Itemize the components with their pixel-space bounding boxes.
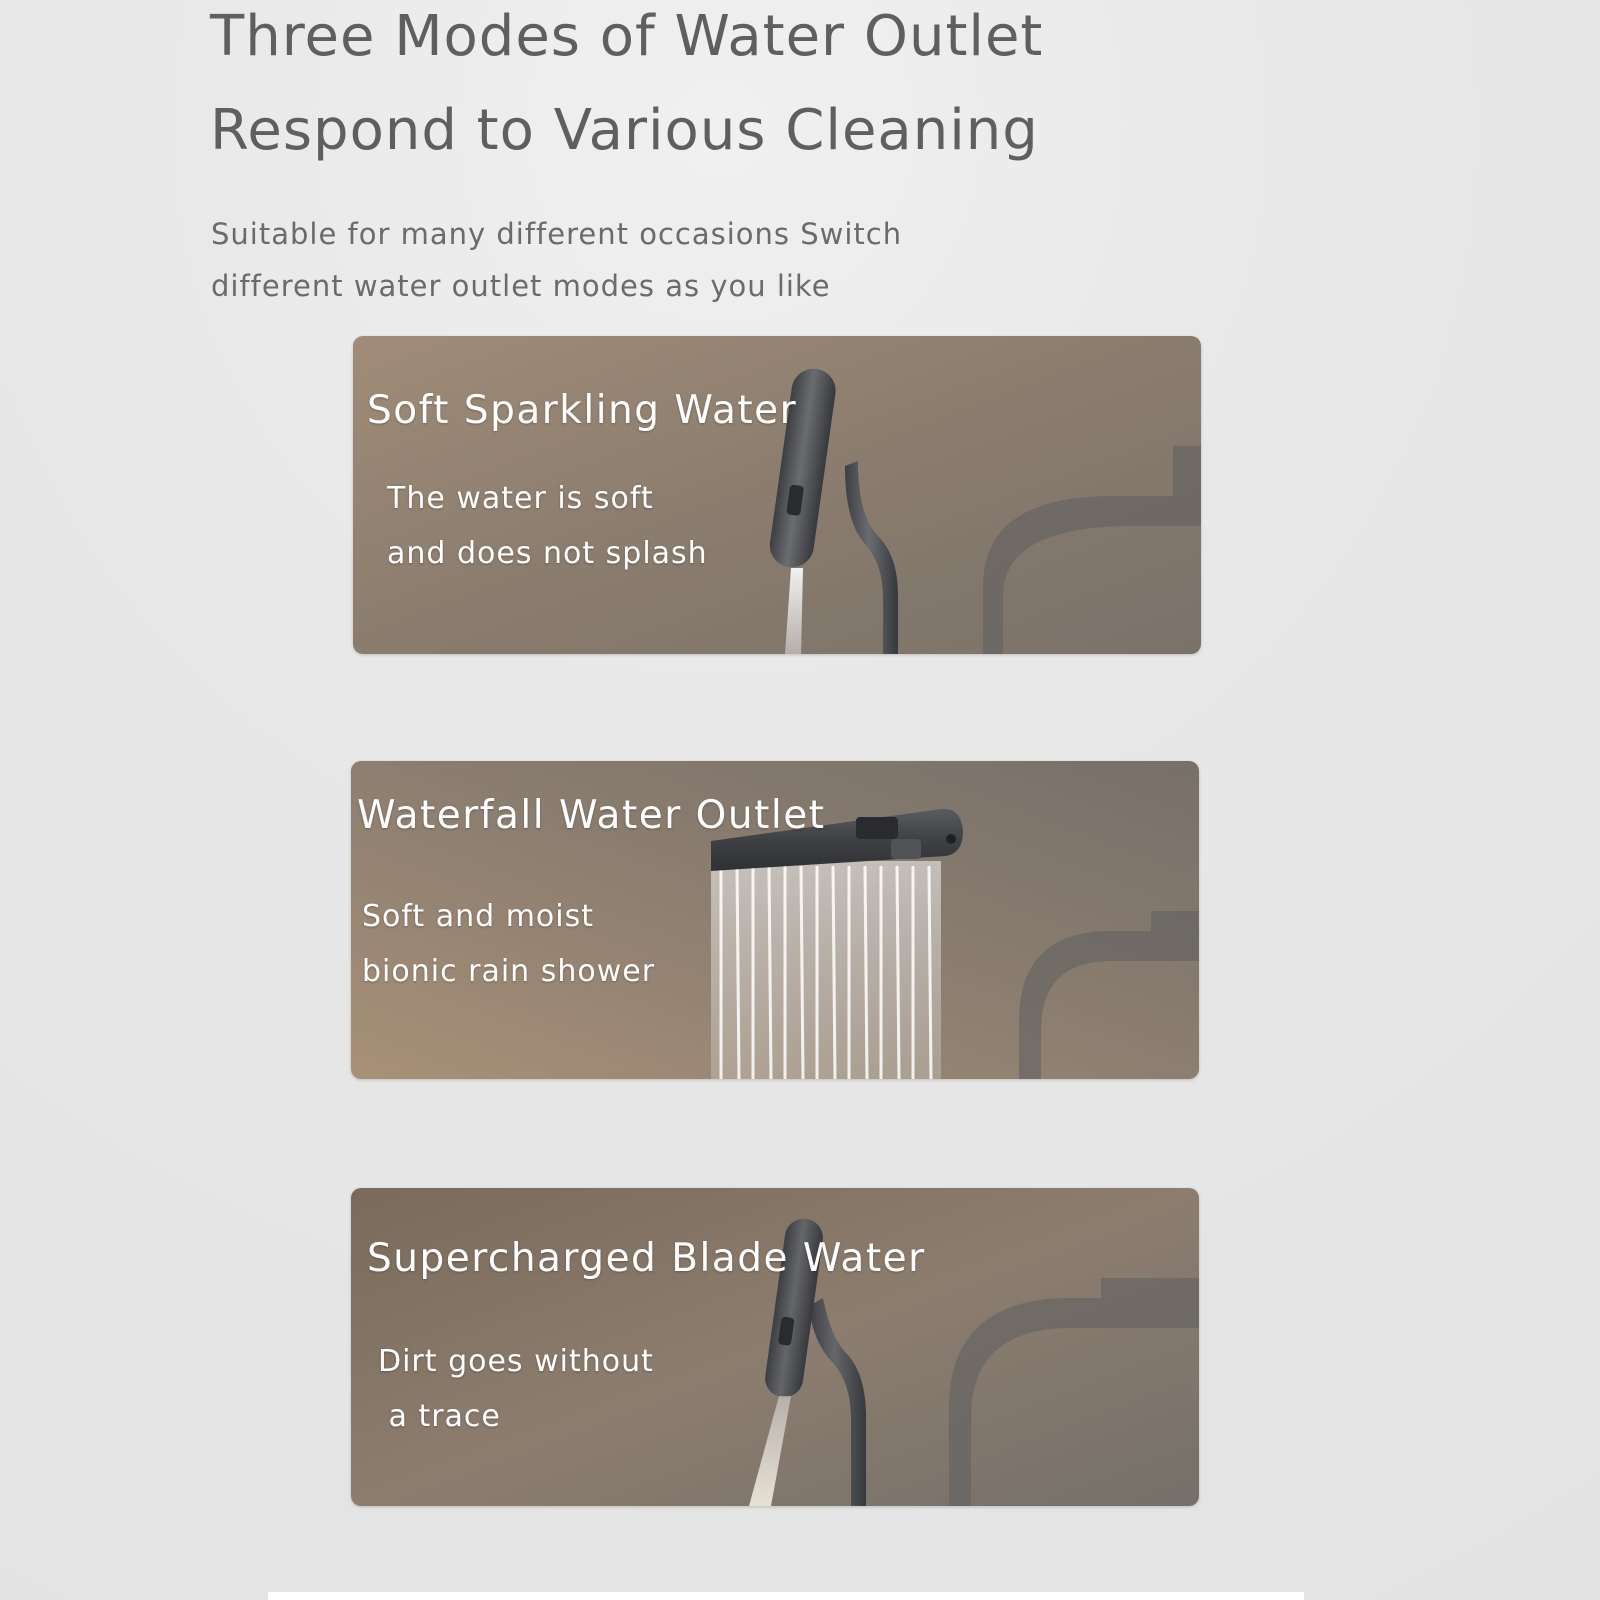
mode-card-title: Supercharged Blade Water xyxy=(367,1236,926,1281)
mode-card-description-line-1: The water is soft xyxy=(387,481,654,516)
mode-card-waterfall xyxy=(351,761,1199,1079)
page-title-line-1: Three Modes of Water Outlet xyxy=(210,4,1044,69)
page-title-line-2: Respond to Various Cleaning xyxy=(210,98,1039,163)
mode-card-description-line-1: Dirt goes without xyxy=(378,1344,654,1379)
page-subtitle-line-2: different water outlet modes as you like xyxy=(211,269,831,303)
mode-card-title: Waterfall Water Outlet xyxy=(357,793,826,838)
mode-card-description xyxy=(378,1334,654,1444)
mode-card-description-line-2: and does not splash xyxy=(387,536,708,571)
mode-card-description xyxy=(362,889,655,999)
bottom-divider xyxy=(268,1592,1304,1600)
mode-card-description-line-1: Soft and moist xyxy=(362,899,595,934)
mode-card-title: Soft Sparkling Water xyxy=(367,388,798,433)
mode-card-description-line-2: a trace xyxy=(378,1399,501,1434)
mode-card-supercharged-blade xyxy=(351,1188,1199,1506)
mode-card-soft-sparkling xyxy=(353,336,1201,654)
mode-card-description xyxy=(387,471,708,581)
mode-card-description-line-2: bionic rain shower xyxy=(362,954,656,989)
page-subtitle xyxy=(211,208,902,312)
page-subtitle-line-1: Suitable for many different occasions Switch xyxy=(211,217,903,251)
page-title xyxy=(210,0,1043,178)
